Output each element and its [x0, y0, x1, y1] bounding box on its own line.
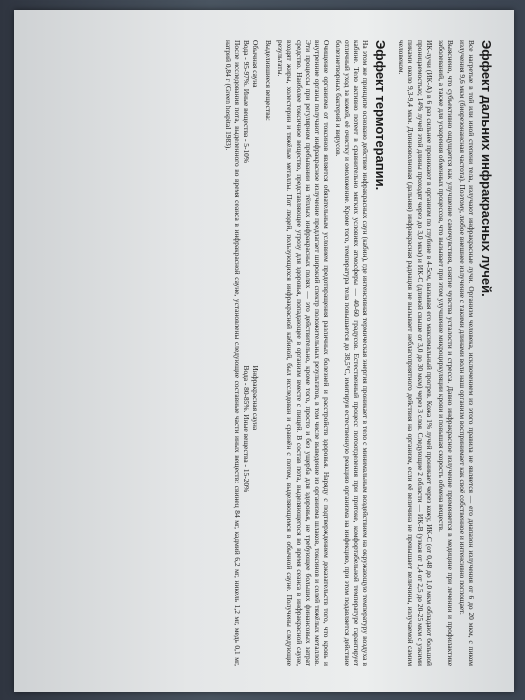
paragraph: На этом же принципе основано действие инфракрасных саун (кабин), где интенсивная термическая энергия проникает в тело с минимальным воздействием на окружающую температуру воздуха в кабине. Тело активно потеет в сравнительно мягких условиях атмосферы — 40-60 градусов. Естественный процесс потоотделения при притоке, комфортабельной температуре гарантирует отличный уход за кожей, её очистку и омоложение. Кроме того, температура тела повышается до 38,5°С, имитируя естественную реакцию организма на инфекцию, при этом подавляется действие болезнетворных бактерий и вирусов.	[333, 40, 371, 666]
paragraph: ИК-лучи (ИК-А) в 6 раз сильнее проникают в организм по глубине в 4-5см, вызывая его максимальный прогрев. Кожа 1% лучей проникает через кожу, ИК-С (от 0,48 до 1,0 мкм обладают большой проницаемостью; 14% лучей этой длины проходят через до 3,0 мкм) и ИК-С (длиной свыше от 3,0 до 30 мкм) через 3 слоя. Следующие 2 области — ИК-В (узкая от 1,4 от 2,5 до 20-25 мкм с узкими пиками около 9,3-9,4 мкм. Длинноволновая (дальняя) инфракрасная радиация не вызывает неблагоприятного действия на организм, если её величина не превышает величины, излучаемой самим человеком.	[397, 40, 434, 666]
results-line: Вода - 80-85%. Иные вещества - 15-20%	[242, 365, 252, 493]
paragraph: Все нагретые в той или иной степени тела, излучают инфракрасные лучи. Организм человека, исключением из этого правила не является — его диапазон излучения от 6 до 20 мкм, с пиком излучения 9,6 мкм (биорезонансная частота). Поэтому, любое внешнее излучение с такими длинами волн наш организм воспринимает как своё собственное и интенсивно поглощает.	[457, 40, 476, 666]
results-columns	[242, 40, 260, 666]
results-note: После исследования пота, выделенного во время сеанса в инфракрасной сауне, установлены следующие составные части иных веществ: свинец 84 мг, кадмий 6,2 мг, никель 1,2 мг, медь 0,1 мг, натрий 0,84 г (Green hospital 1983).	[223, 40, 243, 666]
results-heading: Обычная сауна	[251, 40, 261, 88]
paper-sheet	[14, 10, 514, 692]
paragraph: Очищение организма от токсинов является обязательным условием предотвращения различных болезней и расстройств здоровья. Наряду с подтверждением доказательств того, что кровь и внутренние органы получают инфракрасное излучение предлагает широкий спектр положительных результатов, в том числе выведение из организма шлаков, токсинов и солей тяжёлых металлов. Эти процессы при регулярном пребывании на тёплых инфракрасных полях — это действительно, кроме того, просто и без ущерба для здоровья, не требующее больших финансовых затрат средство. Наиболее токсичное вещество, представляющее угрозу для здоровья, попадающее в организм вместе с пищей. В состав пота, выделяющегося во время сеанса в инфракрасной сауне, входят жиры, холестерин и тяжёлые металлы. Пот людей, пользующихся инфракрасной кабиной, был исследован и сравнён с потом, выделяющимся в обычной сауне. Получены следующие результаты.	[276, 40, 331, 666]
results-heading: Инфракрасная сауна	[251, 365, 261, 431]
results-column-regular	[242, 40, 260, 340]
paragraph: Выяснено, что субъективно ощущается как улучшение самочувствия, снятие чувства усталости и стресса. Давно инфракрасное излучение применяется в медицине при лечении и профилактике заболеваний, а также для ускорения обменных процессов, что вызывает при этом улучшение микроциркуляции крови и повышая скорость обмена веществ.	[436, 40, 455, 666]
results-column-infrared	[242, 366, 260, 666]
section-title-thermotherapy: Эффект термотерапии.	[373, 40, 389, 191]
section-title-infrared: Эффект дальних инфракрасных лучей.	[479, 40, 494, 297]
results-line: Вода - 95-97%. Иные вещества - 5-10%	[242, 40, 252, 164]
document-page	[14, 10, 514, 692]
results-label: Выделившиеся вещества:	[264, 40, 274, 121]
